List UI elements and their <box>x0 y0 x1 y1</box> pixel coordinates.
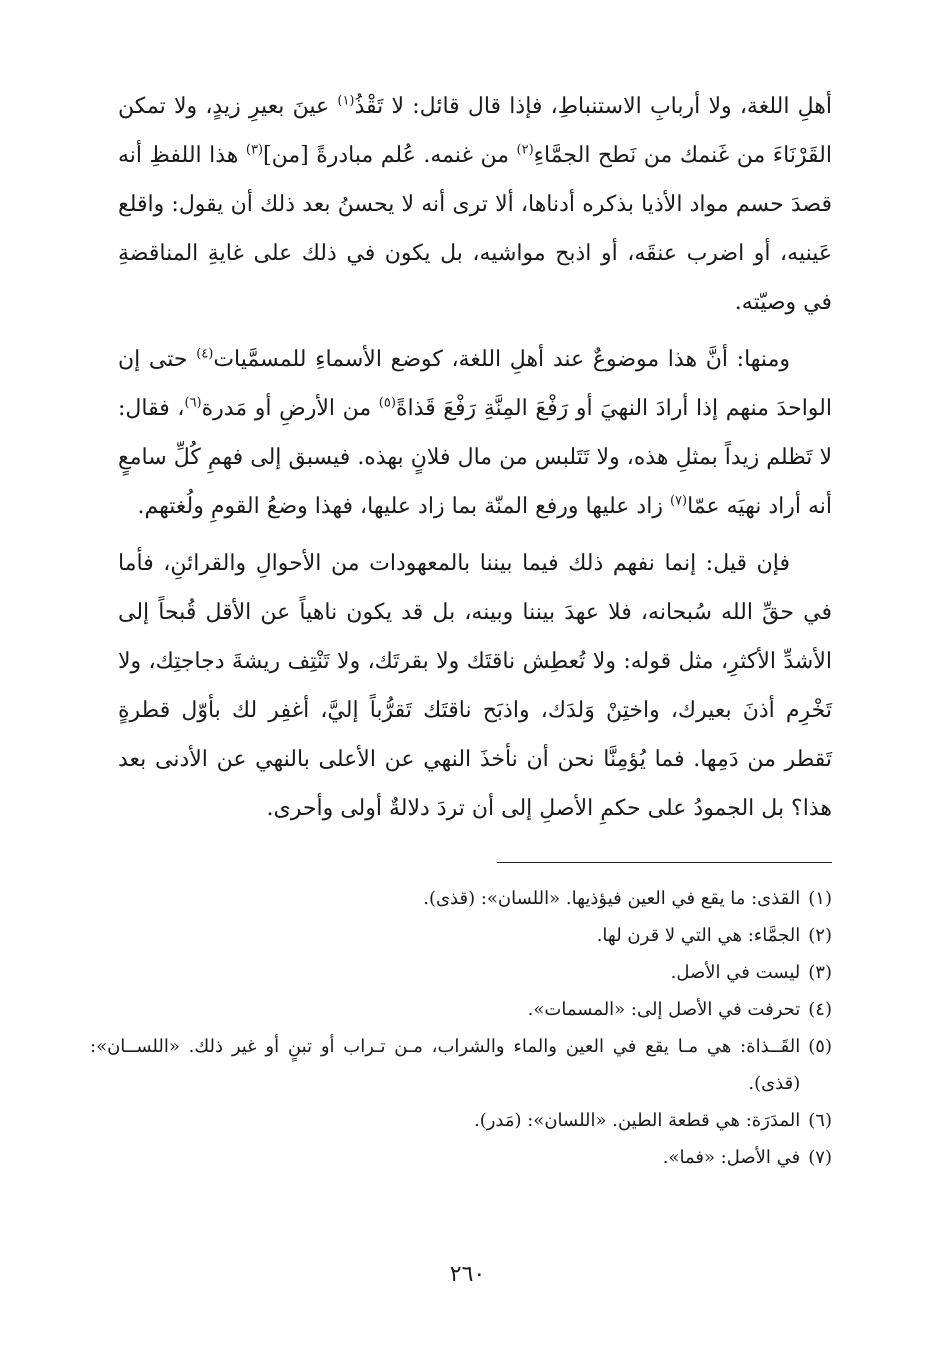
footnote-1 <box>90 880 832 917</box>
footnote-7 <box>90 1139 832 1176</box>
footnote-number: (٣) <box>808 962 832 983</box>
footnote-3 <box>90 954 832 991</box>
footnote-text: الجمَّاء: هي التي لا قرن لها. <box>596 925 801 946</box>
paragraph-2 <box>118 335 832 531</box>
page-number: ٢٦٠ <box>449 1262 486 1287</box>
footnote-reference: (١) <box>337 93 355 109</box>
footnote-text: المدَرَة: هي قطعة الطين. «اللسان»: (مَدر). <box>473 1110 801 1131</box>
footnote-text: ليست في الأصل. <box>670 962 801 983</box>
footnote-reference: (٣) <box>245 142 264 158</box>
text-run: عينَ بعيرِ زيدٍ، ولا تمكن القَرْنَاءَ من غَنمك من نَطح الجمَّاءِ <box>118 94 832 168</box>
footnote-number: (١) <box>808 888 832 909</box>
text-run: من الأرضِ أو مَدرة <box>201 396 379 421</box>
footnote-text: في الأصل: «فما». <box>662 1147 801 1168</box>
footnote-number: (٤) <box>808 999 832 1020</box>
footnote-text: القَــذاة: هي مـا يقع في العين والماء والشراب، مـن تـراب أو تبنٍ أو غير ذلك. «اللســان»: (قذى). <box>90 1036 801 1094</box>
text-run: هذا اللفظِ أنه قصدَ حسم مواد الأذيا بذكره أدناها، ألا ترى أنه لا يحسنُ بعد ذلك أن يقول: واقلع عَينيه، أو اضرب عنقَه، أو اذبح مواشيه، بل يكون في ذلك على غايةِ المناقضةِ في وصيّته. <box>118 143 832 315</box>
paragraph-1 <box>118 82 832 327</box>
footnote-reference: (٦) <box>184 395 202 411</box>
footnote-5 <box>90 1028 832 1102</box>
footnote-reference: (٥) <box>378 395 396 411</box>
footnote-number: (٦) <box>808 1110 832 1131</box>
text-run: فإن قيل: إنما نفهم ذلك فيما بيننا بالمعهودات من الأحوالِ والقرائنِ، فأما في حقِّ الله سُبحانه، فلا عهدَ بيننا وبينه، بل قد يكون ناهياً عن الأقل قُبحاً إلى الأشدِّ الأكثرِ، مثل قوله: ولا تُعطِش ناقتَك ولا بقرتَك، ولا تَنْتِف ريشةَ دجاجتِك، ولا تَخْرِم أذنَ بعيرك، واختِنْ وَلدَك، واذبَح ناقتَك تَقرُّباً إليَّ، أغفِر لك بأوّل قطرةٍ تَقطر من دَمِها. فما يُؤمِنَّا نحن أن نأخذَ النهي عن الأعلى بالنهي عن الأدنى بعد هذا؟ بل الجمودُ على حكمِ الأصلِ إلى أن تردَ دلالةٌ أولى وأحرى. <box>118 551 832 821</box>
footnote-text: القذى: ما يقع في العين فيؤذيها. «اللسان»: (قذى). <box>423 888 801 909</box>
text-run: زاد عليها ورفع المنّة بما زاد عليها، فهذا وضعُ القومِ ولُغتهم. <box>137 494 670 519</box>
main-text <box>118 82 832 841</box>
footnote-separator <box>497 862 832 863</box>
footnote-number: (٢) <box>808 925 832 946</box>
footnote-reference: (٤) <box>196 346 214 362</box>
text-run: ، فقال: لا تَظلم زيداً بمثلِ هذه، ولا تَتَلبس من مال فلانٍ بهذه. فيسبق إلى فهمِ كُلِّ سامعٍ أنه أراد نهيَه عمّا <box>118 396 832 519</box>
footnote-number: (٥) <box>808 1036 832 1057</box>
footnote-reference: (٢) <box>516 142 534 158</box>
footnotes <box>90 880 832 1176</box>
footnote-number: (٧) <box>808 1147 832 1168</box>
footnote-6 <box>90 1102 832 1139</box>
footnote-text: تحرفت في الأصل إلى: «المسمات». <box>527 999 801 1020</box>
footnote-reference: (٧) <box>669 493 688 509</box>
text-run: حتى إن الواحدَ منهم إذا أرادَ النهيَ أو رَفْعَ المِنَّةِ رَفْعَ قَذاةً <box>118 347 832 421</box>
text-run: من غنمه. عُلم مبادرةً [من] <box>263 143 517 168</box>
paragraph-3 <box>118 539 832 833</box>
footnote-4 <box>90 991 832 1028</box>
footnote-2 <box>90 917 832 954</box>
text-run: ومنها: أنَّ هذا موضوعٌ عند أهلِ اللغة، كوضع الأسماءِ للمسمَّيات <box>213 347 790 372</box>
text-run: أهلِ اللغة، ولا أربابِ الاستنباطِ، فإذا قال قائل: لا تَقْذُ <box>354 94 833 119</box>
